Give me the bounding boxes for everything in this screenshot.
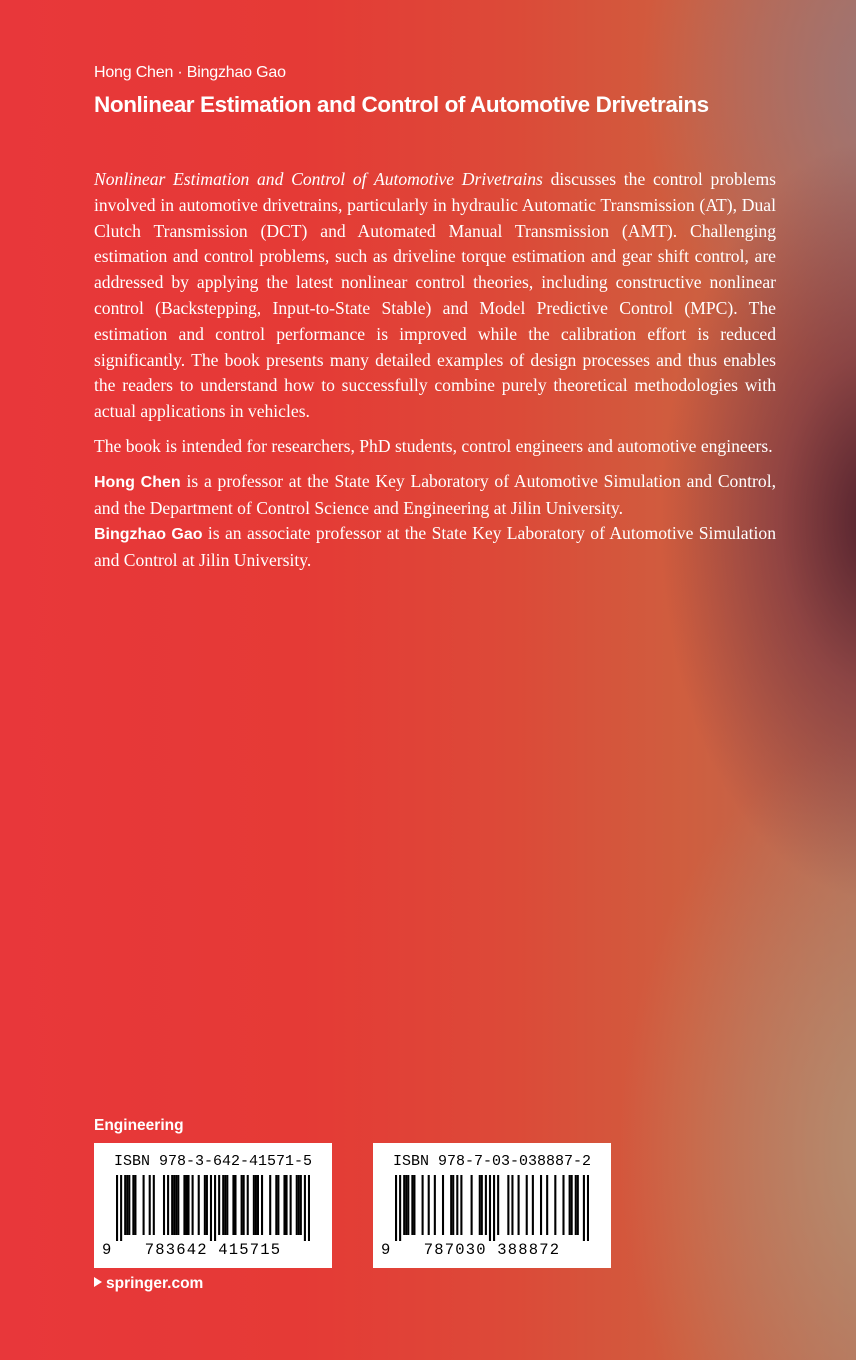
isbn-label: ISBN 978-7-03-038887-2 xyxy=(392,1153,592,1170)
barcode-bar xyxy=(456,1175,458,1235)
barcode-bar xyxy=(296,1175,298,1235)
barcode-bar xyxy=(575,1175,577,1235)
barcode-bar xyxy=(571,1175,573,1235)
barcode-bar xyxy=(277,1175,279,1235)
website-label: springer.com xyxy=(106,1275,204,1292)
barcode-bar xyxy=(175,1175,177,1235)
barcode-bar xyxy=(253,1175,255,1235)
barcode-digits xyxy=(373,1241,611,1259)
barcode-bar xyxy=(290,1175,292,1235)
barcode-bar xyxy=(183,1175,185,1235)
barcode-bar xyxy=(562,1175,564,1235)
barcode-bar xyxy=(471,1175,473,1235)
barcode-bar xyxy=(298,1175,300,1235)
barcode-bar xyxy=(526,1175,528,1235)
barcode-bar xyxy=(411,1175,413,1235)
barcode-bar xyxy=(285,1175,287,1235)
barcode-bar xyxy=(479,1175,481,1235)
author-bio-paragraph xyxy=(94,469,776,574)
barcode-bar xyxy=(485,1175,487,1235)
barcode-bar xyxy=(218,1175,220,1235)
barcode-digits xyxy=(94,1241,332,1259)
barcode-bar xyxy=(532,1175,534,1235)
barcode-digit-groups: 783642 415715 xyxy=(144,1241,282,1259)
barcode-bar xyxy=(511,1175,513,1235)
barcode-bar xyxy=(442,1175,444,1235)
barcode-first-digit: 9 xyxy=(102,1241,113,1259)
barcode-bar xyxy=(493,1175,495,1241)
barcode-bar xyxy=(257,1175,259,1235)
barcode-bar xyxy=(232,1175,234,1235)
barcode-bar xyxy=(226,1175,228,1235)
barcode-bar xyxy=(269,1175,271,1235)
barcode-bar xyxy=(126,1175,128,1235)
barcode-bar xyxy=(222,1175,224,1235)
barcode-bar xyxy=(243,1175,245,1235)
barcode-bar xyxy=(507,1175,509,1235)
barcode-bar xyxy=(210,1175,212,1241)
barcode-bar xyxy=(234,1175,236,1235)
barcode-bar xyxy=(153,1175,155,1235)
barcode-bar xyxy=(204,1175,206,1235)
barcode-bar xyxy=(171,1175,173,1235)
barcode-bar xyxy=(143,1175,145,1235)
barcode-bar xyxy=(569,1175,571,1235)
author2-name: Bingzhao Gao xyxy=(94,526,203,544)
barcode-bar xyxy=(413,1175,415,1235)
barcode-box-springer xyxy=(94,1143,332,1268)
barcode-bar xyxy=(452,1175,454,1235)
barcode-bar xyxy=(577,1175,579,1235)
barcode-bar xyxy=(116,1175,118,1241)
barcode-bar xyxy=(554,1175,556,1235)
barcode-icon xyxy=(395,1175,589,1241)
barcode-bar xyxy=(422,1175,424,1235)
description-body: discusses the control problems involved in automotive drivetrains, particularly in hydraulic Automatic Transmission (AT), Dual Clutch Transmission (DCT) and Automated Manual Transmission (AMT). Challenging estimation and control problems, such as driveline torque estimation and gear shift control, are addressed by applying the latest nonlinear control theories, including constructive nonlinear control (Backstepping, Input-to-State Stable) and Model Predictive Control (MPC). The estimation and control performance is improved while the calibration effort is reduced significantly. The book presents many detailed examples of design processes and thus enables the readers to understand how to successfully combine purely theoretical methodologies with actual applications in vehicles. xyxy=(94,169,777,422)
barcode-bar xyxy=(163,1175,165,1235)
barcode-box-science-press xyxy=(373,1143,611,1268)
barcode-bar xyxy=(224,1175,226,1235)
audience-paragraph: The book is intended for researchers, PhD students, control engineers and automotive engineers. xyxy=(94,435,773,456)
barcode-bar xyxy=(407,1175,409,1235)
barcode-bar xyxy=(241,1175,243,1235)
barcode-bar xyxy=(128,1175,130,1235)
barcode-bar xyxy=(206,1175,208,1235)
barcode-bar xyxy=(399,1175,401,1241)
barcode-bar xyxy=(308,1175,310,1241)
barcode-bar xyxy=(255,1175,257,1235)
author2-bio: is an associate professor at the State Key Laboratory of Automotive Simulation and Control at Jilin University. xyxy=(94,523,776,571)
barcode-bar xyxy=(261,1175,263,1235)
barcode-bar xyxy=(198,1175,200,1235)
barcode-bar xyxy=(124,1175,126,1235)
barcode-bar xyxy=(247,1175,249,1235)
barcode-bar xyxy=(173,1175,175,1235)
barcode-bar xyxy=(187,1175,189,1235)
description-paragraph xyxy=(94,167,776,425)
barcode-bar xyxy=(518,1175,520,1235)
book-title: Nonlinear Estimation and Control of Automotive Drivetrains xyxy=(94,92,709,117)
barcode-bar xyxy=(546,1175,548,1235)
barcode-bar xyxy=(405,1175,407,1235)
author1-bio: is a professor at the State Key Laboratory of Automotive Simulation and Control, and the Department of Control Science and Engineering at Jilin University. xyxy=(94,470,776,518)
barcode-bar xyxy=(434,1175,436,1235)
barcode-bar xyxy=(214,1175,216,1241)
barcode-bar xyxy=(132,1175,134,1235)
barcode-bar xyxy=(395,1175,397,1241)
category-label: Engineering xyxy=(94,1117,184,1134)
barcode-bar xyxy=(185,1175,187,1235)
description xyxy=(94,167,776,583)
barcode-bar xyxy=(177,1175,179,1235)
barcode-bar xyxy=(428,1175,430,1235)
barcode-bar xyxy=(460,1175,462,1235)
triangle-right-icon xyxy=(94,1277,102,1287)
barcode-bar xyxy=(489,1175,491,1241)
barcode-bar xyxy=(583,1175,585,1241)
barcode-digit-groups: 787030 388872 xyxy=(423,1241,561,1259)
barcode-bar xyxy=(275,1175,277,1235)
barcode-bar xyxy=(587,1175,589,1241)
barcode-bar xyxy=(167,1175,169,1235)
barcode-bar xyxy=(149,1175,151,1235)
barcode-bar xyxy=(450,1175,452,1235)
barcode-bar xyxy=(497,1175,499,1235)
barcode-bar xyxy=(304,1175,306,1241)
barcode-icon xyxy=(116,1175,310,1241)
description-title-italic: Nonlinear Estimation and Control of Automotive Drivetrains xyxy=(94,169,543,189)
barcode-bar xyxy=(120,1175,122,1241)
website-link[interactable] xyxy=(94,1275,203,1293)
barcode-bar xyxy=(481,1175,483,1235)
barcode-bar xyxy=(403,1175,405,1235)
barcode-bar xyxy=(192,1175,194,1235)
author1-name: Hong Chen xyxy=(94,473,181,491)
barcode-bar xyxy=(300,1175,302,1235)
barcode-bar xyxy=(540,1175,542,1235)
isbn-label: ISBN 978-3-642-41571-5 xyxy=(113,1153,313,1170)
barcode-first-digit: 9 xyxy=(381,1241,392,1259)
authors: Hong Chen · Bingzhao Gao xyxy=(94,64,286,81)
barcode-bar xyxy=(134,1175,136,1235)
barcode-bar xyxy=(283,1175,285,1235)
